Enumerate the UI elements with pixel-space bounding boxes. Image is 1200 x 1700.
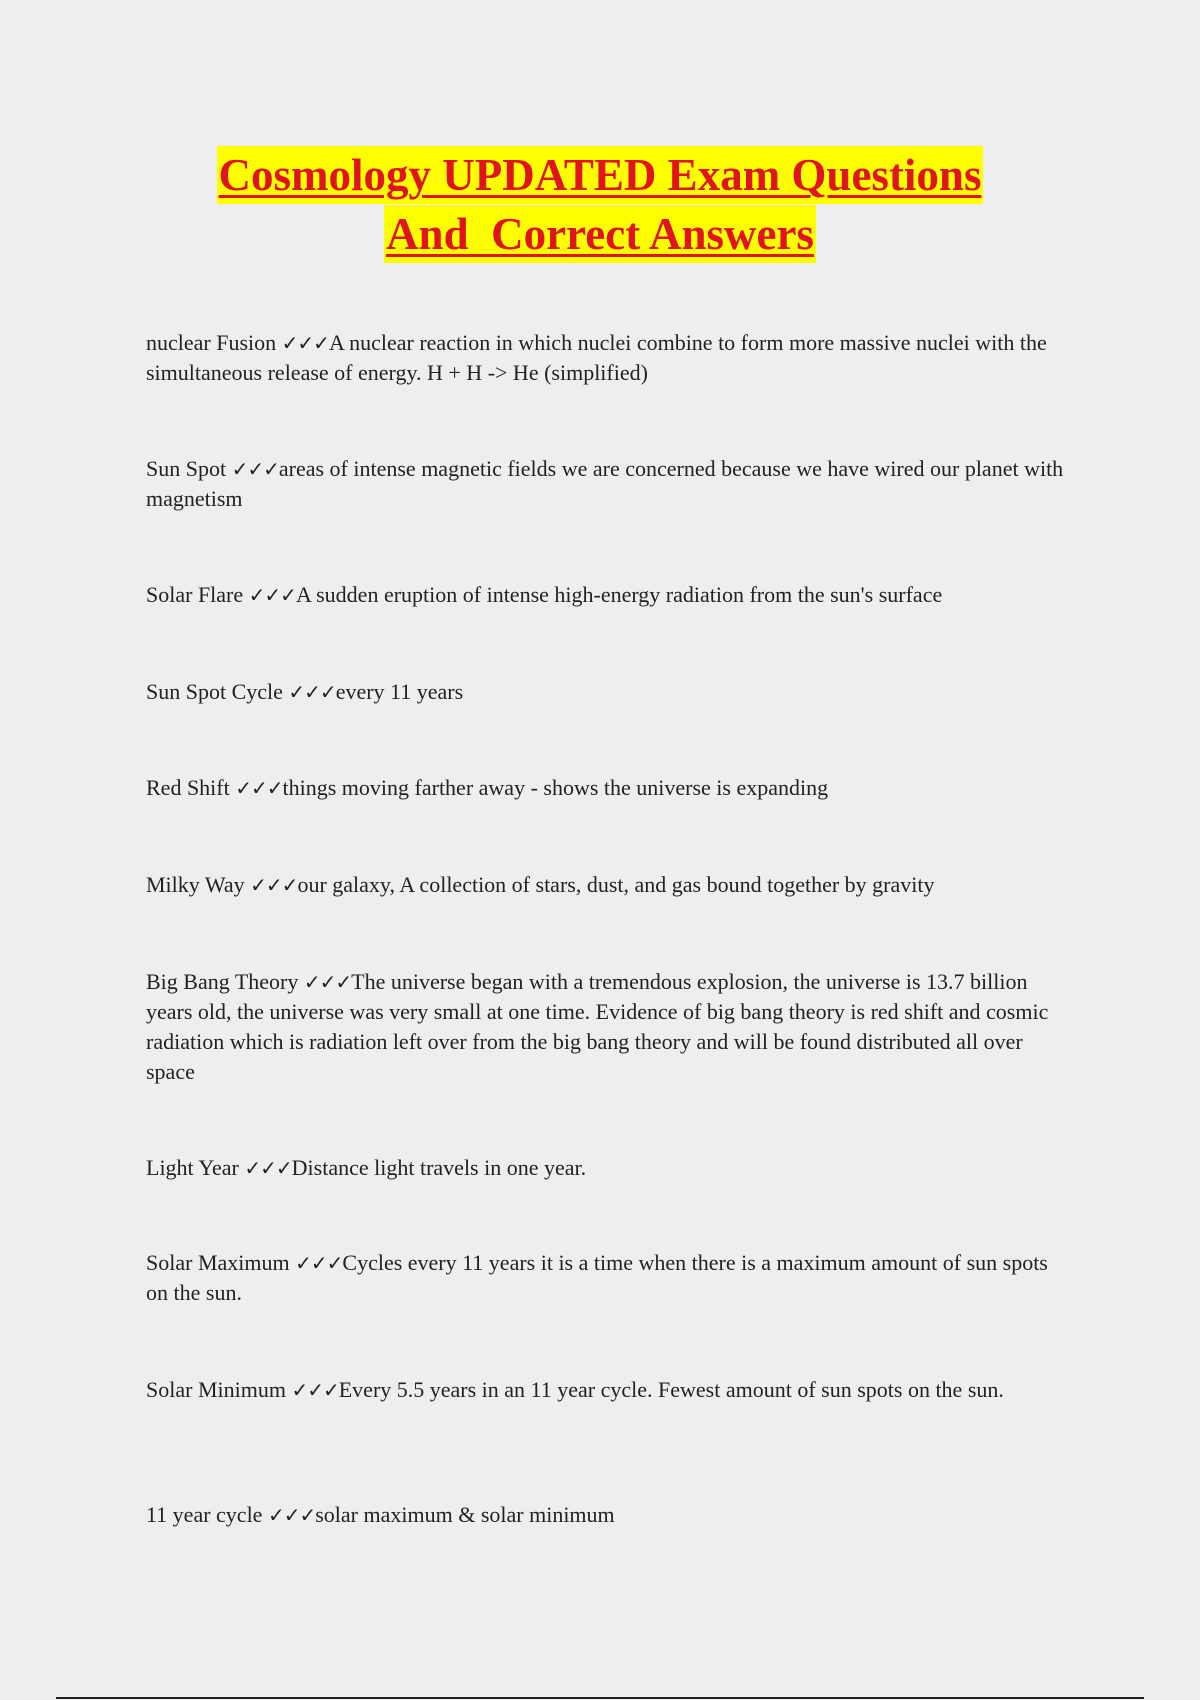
qa-item-big-bang-theory xyxy=(146,967,1066,1087)
qa-item-solar-flare xyxy=(146,580,1066,610)
document-title xyxy=(0,146,1200,264)
check-mark-icon: ✓✓✓ xyxy=(231,457,279,481)
qa-item-milky-way xyxy=(146,870,1066,900)
qa-item-solar-minimum xyxy=(146,1375,1066,1405)
qa-term: Red Shift xyxy=(146,775,230,800)
check-mark-icon: ✓✓✓ xyxy=(281,331,329,355)
qa-term: 11 year cycle xyxy=(146,1502,263,1527)
qa-term: Light Year xyxy=(146,1155,239,1180)
qa-term: Sun Spot xyxy=(146,456,227,481)
check-mark-icon: ✓✓✓ xyxy=(244,1156,292,1180)
title-line-2: And Correct Answers xyxy=(384,205,816,263)
check-mark-icon: ✓✓✓ xyxy=(303,970,352,994)
qa-answer: every 11 years xyxy=(335,679,464,704)
check-mark-icon: ✓✓✓ xyxy=(267,1503,316,1527)
qa-item-red-shift xyxy=(146,773,1066,803)
qa-term: Milky Way xyxy=(146,872,245,897)
footer-divider xyxy=(56,1697,1144,1699)
qa-item-solar-maximum xyxy=(146,1248,1066,1308)
qa-item-nuclear-fusion xyxy=(146,328,1066,388)
qa-item-sun-spot xyxy=(146,454,1066,514)
qa-answer: solar maximum & solar minimum xyxy=(315,1502,615,1527)
check-mark-icon: ✓✓✓ xyxy=(235,776,283,800)
check-mark-icon: ✓✓✓ xyxy=(288,680,336,704)
qa-term: Sun Spot Cycle xyxy=(146,679,283,704)
check-mark-icon: ✓✓✓ xyxy=(295,1251,343,1275)
qa-answer: A nuclear reaction in which nuclei combine to form more massive nuclei with the simultaneous release of energy. H + H -> He (simplified) xyxy=(146,330,1047,385)
qa-answer: our galaxy, A collection of stars, dust, and gas bound together by gravity xyxy=(297,872,935,897)
qa-term: Solar Maximum xyxy=(146,1250,290,1275)
qa-answer: areas of intense magnetic fields we are concerned because we have wired our planet with magnetism xyxy=(146,456,1064,511)
qa-answer: Every 5.5 years in an 11 year cycle. Fewest amount of sun spots on the sun. xyxy=(338,1377,1004,1402)
qa-item-sun-spot-cycle xyxy=(146,677,1066,707)
check-mark-icon: ✓✓✓ xyxy=(250,873,298,897)
qa-term: nuclear Fusion xyxy=(146,330,277,355)
qa-item-11-year-cycle xyxy=(146,1500,1066,1530)
qa-term: Big Bang Theory xyxy=(146,969,299,994)
qa-answer: Distance light travels in one year. xyxy=(291,1155,587,1180)
title-line-1: Cosmology UPDATED Exam Questions xyxy=(217,146,984,204)
check-mark-icon: ✓✓✓ xyxy=(291,1378,339,1402)
qa-answer: The universe began with a tremendous explosion, the universe is 13.7 billion years old, the universe was very small at one time. Evidence of big bang theory is red shift and cosmic radiation which is radiation left over from the big bang theory and will be found distributed all over space xyxy=(146,969,1049,1084)
qa-answer: Cycles every 11 years it is a time when there is a maximum amount of sun spots on the sun. xyxy=(146,1250,1048,1305)
check-mark-icon: ✓✓✓ xyxy=(248,583,296,607)
qa-answer: things moving farther away - shows the universe is expanding xyxy=(282,775,829,800)
qa-term: Solar Flare xyxy=(146,582,244,607)
qa-term: Solar Minimum xyxy=(146,1377,286,1402)
qa-item-light-year xyxy=(146,1153,1066,1183)
qa-answer: A sudden eruption of intense high-energy radiation from the sun's surface xyxy=(295,582,943,607)
